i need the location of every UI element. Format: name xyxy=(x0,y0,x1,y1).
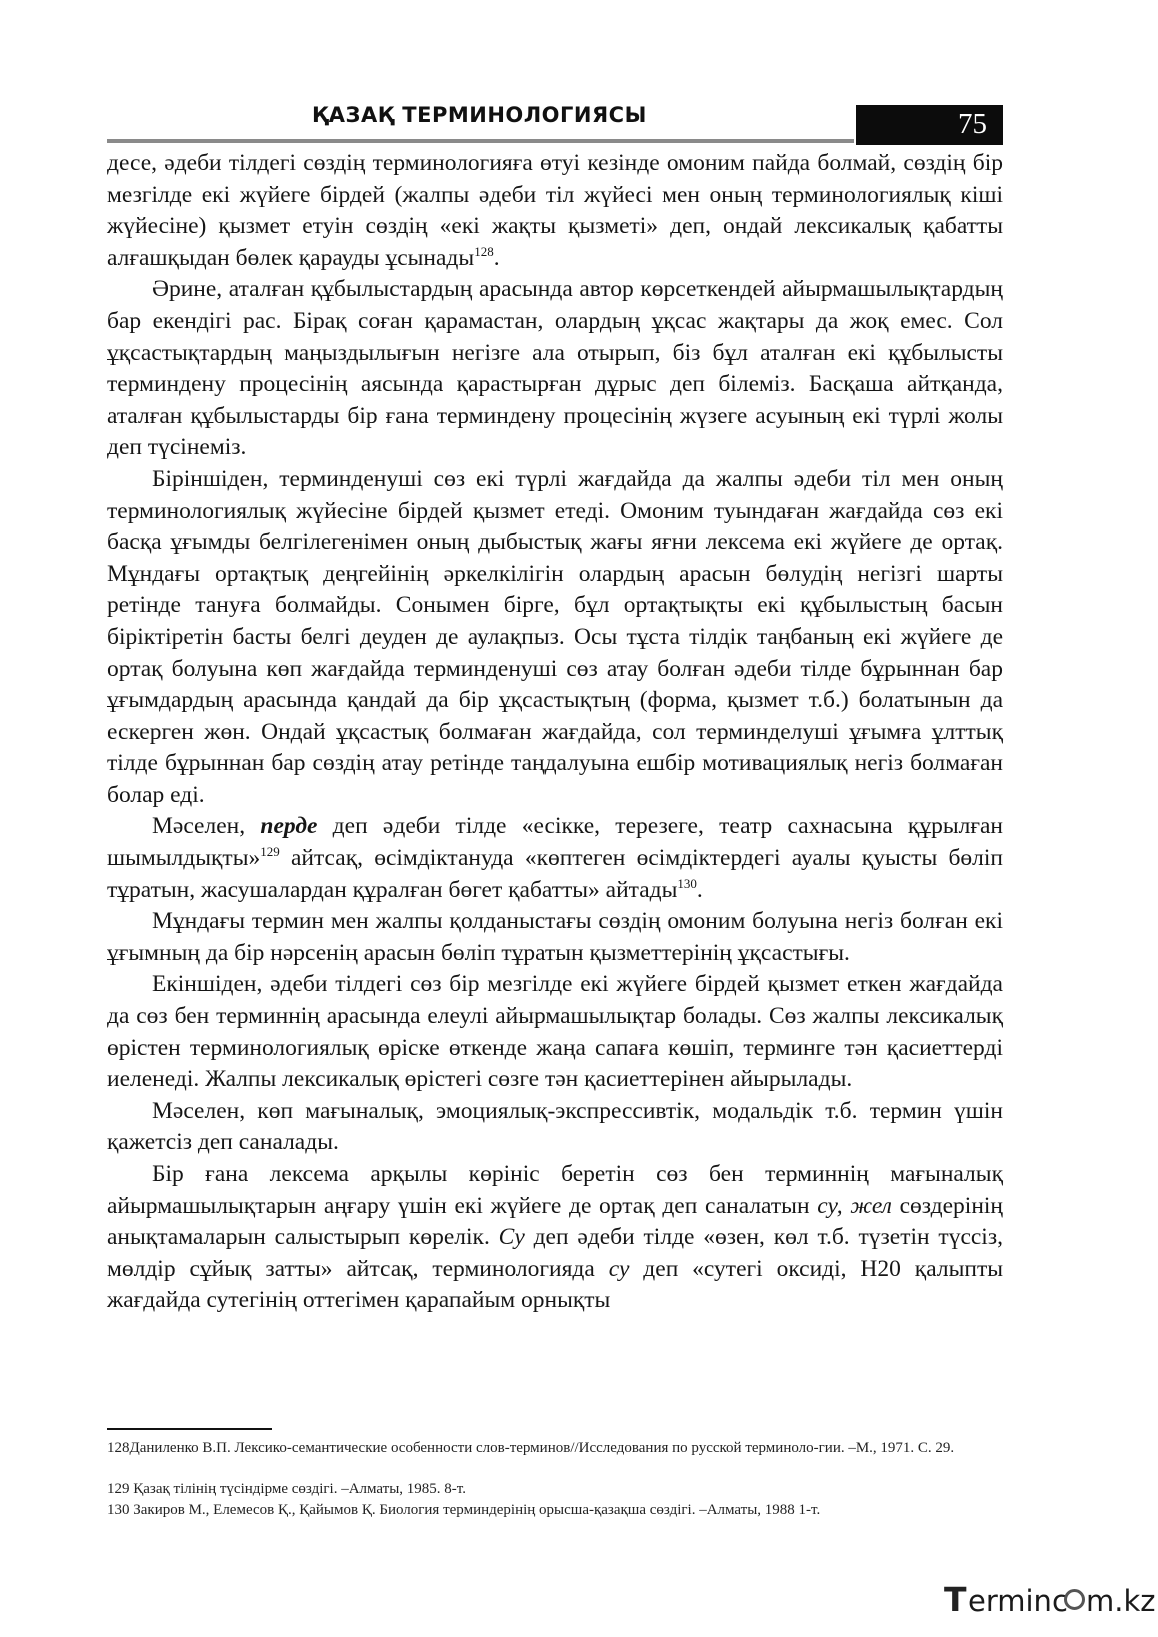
text-run: Бір ғана лексема арқылы көрініс беретін сөз бен терминнің мағыналық айырмашылықтарын аңғару үшін екі жүйеге де ортақ деп саналатын xyxy=(107,1161,1003,1219)
emphasis-term: Су xyxy=(498,1224,525,1251)
text-run: . xyxy=(493,244,500,271)
text-run: деп әдеби тілде «өзен, көл т.б. түзетін түссіз, мөлдір сұйық затты» айтсақ, терминологияда xyxy=(107,1224,1003,1282)
footnote-129: 129 Қазақ тілінің түсіндірме сөздігі. –Алматы, 1985. 8-т. xyxy=(107,1481,466,1497)
watermark-ring-icon xyxy=(1064,1589,1085,1610)
page-number-box xyxy=(856,105,1003,145)
emphasis-term: перде xyxy=(260,813,318,840)
paragraph xyxy=(107,1159,1003,1317)
footnote-separator xyxy=(107,1428,272,1430)
termincom-watermark-logo xyxy=(944,1580,1156,1622)
paragraph xyxy=(107,969,1003,1095)
paragraph xyxy=(107,274,1003,464)
paragraph xyxy=(107,1096,1003,1159)
footnote-ref: 129 xyxy=(260,844,280,860)
watermark-letter-t: T xyxy=(944,1580,967,1619)
text-run: деп әдеби тілде «есікке, терезеге, театр сахнасына құрылған шымылдықты» xyxy=(107,813,1003,872)
watermark-text-a: erminc xyxy=(968,1584,1068,1618)
header-rule xyxy=(107,139,854,143)
text-run: Мәселен, көп мағыналық, эмоциялық-экспрессивтік, модальдік т.б. термин үшін қажетсіз деп саналады. xyxy=(107,1097,1003,1156)
footnote-ref: 128 xyxy=(474,243,494,259)
text-run: Біріншіден, терминденуші сөз екі түрлі жағдайда да жалпы әдеби тіл мен оның терминологиялық жүйесіне бірдей қызмет етеді. Омоним туындаған жағдайда сөз екі басқа ұғымды белгілегенімен оның дыбыстық жағы яғни лексема екі жүйеге де ортақ. Мұндағы ортақтық деңгейінің әркелкілігін олардың арасын бөлудің негізгі шарты ретінде тануға болмайды. Сонымен бірге, бұл ортақтықты екі құбылыстың басын біріктіретін басты белгі деуден де аулақпыз. Осы тұста тілдік таңбаның екі жүйеге де ортақ болуына көп жағдайда терминденуші сөз атау болған әдеби тілде бұрыннан бар ұғымдардың арасында қандай да бір ұқсастықтың (форма, қызмет т.б.) болатынын да ескерген жөн. Ондай ұқсастық болмаған жағдайда, сол терминделуші ұғымға ұлттық тілде бұрыннан бар сөздің атау ретінде таңдалуына ешбір мотивациялық негіз болмаған болар еді. xyxy=(107,465,1003,808)
paragraph xyxy=(107,148,1003,274)
text-run: . xyxy=(696,876,703,903)
paragraph xyxy=(107,811,1003,906)
text-run: Мұндағы термин мен жалпы қолданыстағы сөздің омоним болуына негіз болған екі ұғымның да бір нәрсенің арасын бөліп тұратын қызметтерінің ұқсастығы. xyxy=(107,908,1003,966)
footnote-128: 128Даниленко В.П. Лексико-семантические особенности слов-терминов//Исследования по русской терминоло-гии. –М., 1971. С. 29. xyxy=(107,1440,955,1456)
text-run: сөздерінің анықтамаларын салыстырып көрелік. xyxy=(107,1192,1004,1251)
watermark-text-b: m.kz xyxy=(1086,1584,1156,1618)
text-run: Екіншіден, әдеби тілдегі сөз бір мезгілде екі жүйеге бірдей қызмет еткен жағдайда да сөз бен терминнің арасында елеулі айырмашылықтар болады. Сөз жалпы лексикалық өрістен терминологиялық өріске өткенде жаңа сапаға көшіп, терминге тән қасиеттерді иеленеді. Жалпы лексикалық өрістегі сөзге тән қасиеттерінен айырылады. xyxy=(107,971,1003,1093)
text-run: деп «сутегі оксиді, H20 қалыпты жағдайда сутегінің оттегімен қарапайым орнықты xyxy=(107,1255,1003,1314)
emphasis-term: су xyxy=(608,1255,630,1282)
text-run: десе, әдеби тілдегі сөздің терминологияға өтуі кезінде омоним пайда болмай, сөздің бір мезгілде екі жүйеге бірдей (жалпы әдеби тіл жүйесі мен оның терминологиялық кіші жүйесіне) қызмет етуін сөздің «екі жақты қызметі» деп, ондай лексикалық қабатты алғашқыдан бөлек қарауды ұсынады xyxy=(107,150,1003,271)
paragraph xyxy=(107,906,1003,969)
footnote-130: 130 Закиров М., Елемесов Қ., Қайымов Қ. Биология терминдерінің орысша-қазақша сөздігі. –Алматы, 1988 1-т. xyxy=(107,1502,821,1518)
paragraph xyxy=(107,464,1003,812)
body-text xyxy=(107,148,1003,1317)
running-header-title: ҚАЗАҚ ТЕРМИНОЛОГИЯСЫ xyxy=(312,103,647,127)
text-run: Мәселен, xyxy=(152,813,261,840)
footnote-ref: 130 xyxy=(677,875,697,891)
emphasis-term: су, жел xyxy=(817,1192,892,1219)
text-run: айтсақ, өсімдіктануда «көптеген өсімдіктердегі ауалы қуысты бөліп тұратын, жасушалардан құралған бөгет қабатты» айтады xyxy=(107,845,1003,903)
text-run: Әрине, аталған құбылыстардың арасында автор көрсеткендей айырмашылықтардың бар екендігі рас. Бірақ соған қарамастан, олардың ұқсас жақтары да жоқ емес. Сол ұқсастықтардың маңыздылығын негізге ала отырып, біз бұл аталған екі құбылысты терминдену процесінің аясында қарастырған дұрыс деп білеміз. Басқаша айтқанда, аталған құбылыстарды бір ғана терминдену процесінің жүзеге асуының екі түрлі жолы деп түсінеміз. xyxy=(107,276,1003,461)
page-number: 75 xyxy=(958,108,987,140)
